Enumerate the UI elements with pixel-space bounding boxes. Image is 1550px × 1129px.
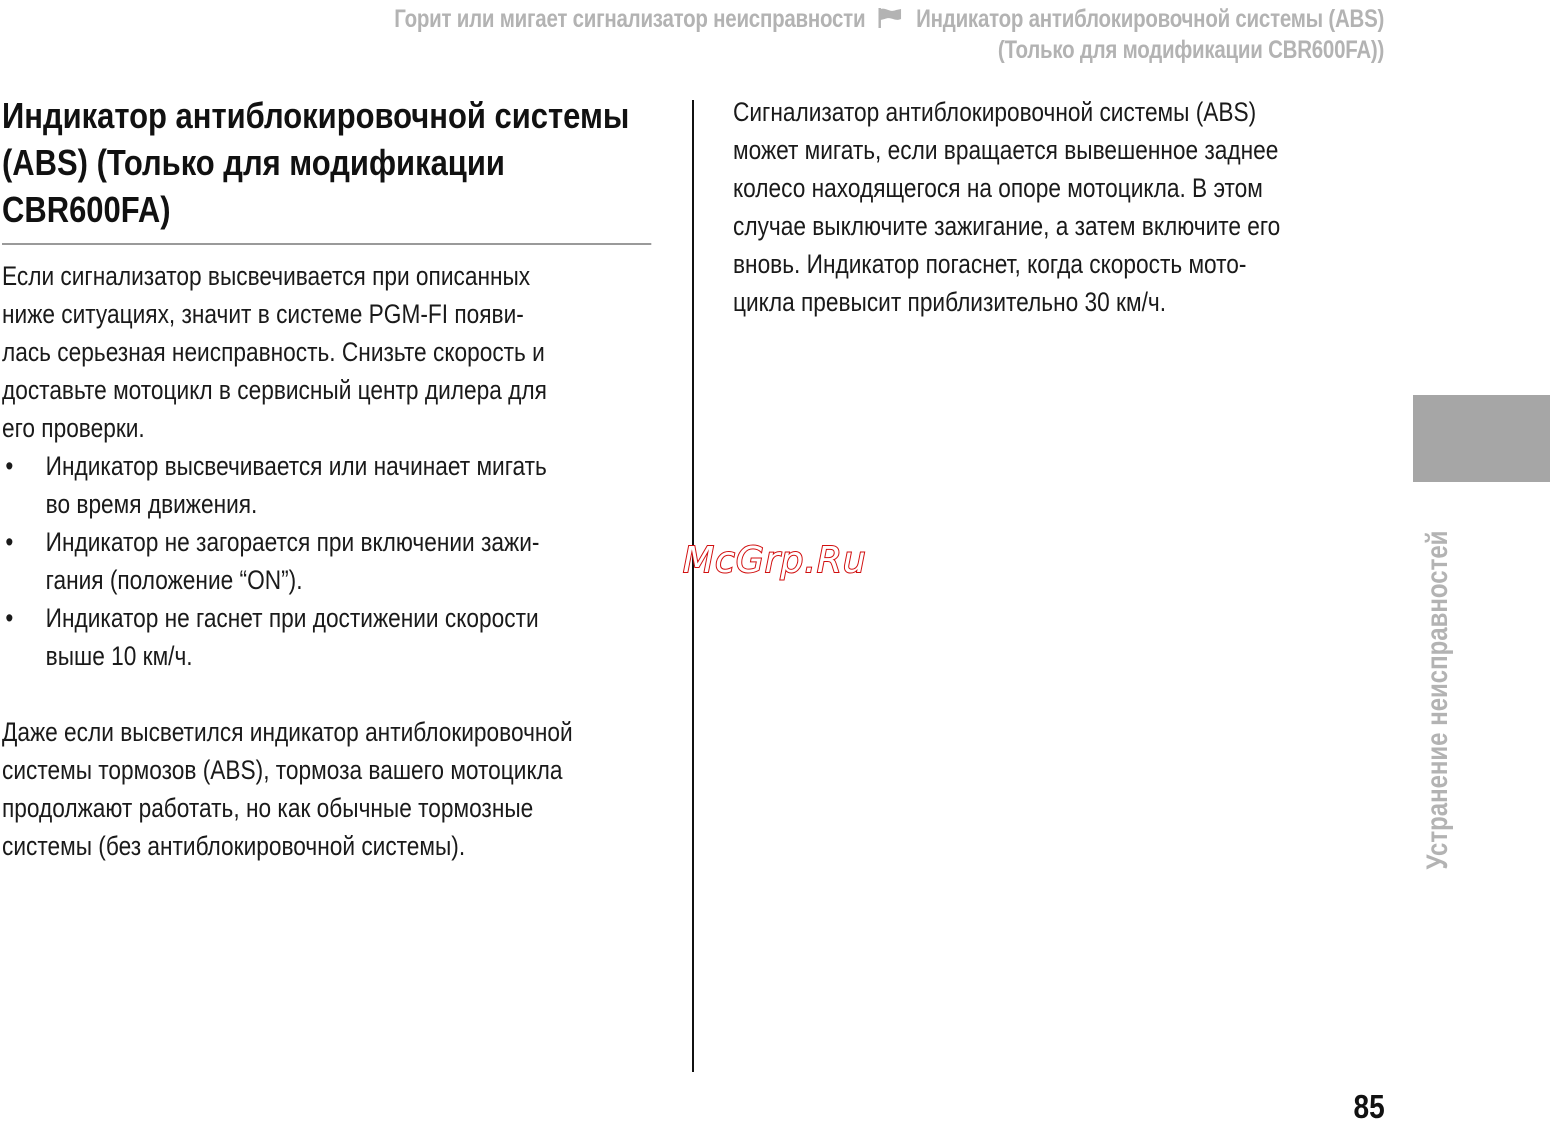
header-section-title: Горит или мигает сигнализатор неисправности — [394, 5, 866, 33]
intro-paragraph: Если сигнализатор высвечивается при описанных ниже ситуациях, значит в системе PGM-FI появи- лась серьезная неисправность. Снизьте скорость и доставьте мотоцикл в сервисный центр дилера для его проверки. — [2, 261, 547, 443]
bullet-icon: • — [5, 527, 14, 557]
closing-paragraph: Даже если высветился индикатор антиблокировочной системы тормозов (ABS), тормоза вашего мотоцикла продолжают работать, но как обычные тормозные системы (без антиблокировочной системы). — [2, 717, 573, 861]
abs-note-paragraph: Сигнализатор антиблокировочной системы (ABS) может мигать, если вращается вывешенное заднее колесо находящегося на опоре мотоцикла. В этом случае выключите зажигание, а затем включите его вновь. Индикатор погаснет, когда скорость мото- цикла превысит приблизительно 30 км/ч. — [733, 97, 1281, 317]
condition-list — [2, 447, 653, 675]
chapter-label: Устранение неисправностей — [1421, 530, 1454, 870]
bullet-icon: • — [5, 451, 14, 481]
running-header-line-2: (Только для модификации CBR600FA)) — [997, 36, 1384, 64]
watermark: McGrp.Ru — [683, 540, 867, 581]
list-item: • Индикатор не гаснет при достижении скорости выше 10 км/ч. — [2, 599, 653, 675]
bullet-icon: • — [5, 603, 14, 633]
left-column — [2, 92, 653, 892]
list-item: • Индикатор не загорается при включении зажи- гания (положение “ON”). — [2, 523, 653, 599]
header-subsection-title: Индикатор антиблокировочной системы (ABS) — [916, 5, 1384, 33]
column-divider — [692, 100, 694, 1072]
list-item: • Индикатор высвечивается или начинает мигать во время движения. — [2, 447, 653, 523]
section-heading: Индикатор антиблокировочной системы (ABS) (Только для модификации CBR600FA) — [2, 92, 651, 245]
chapter-tab — [1413, 395, 1550, 482]
running-header — [394, 4, 1384, 66]
flag-icon — [877, 7, 905, 29]
page-number: 85 — [1353, 1088, 1385, 1125]
right-column — [733, 93, 1373, 321]
running-header-line-1 — [394, 4, 1384, 35]
